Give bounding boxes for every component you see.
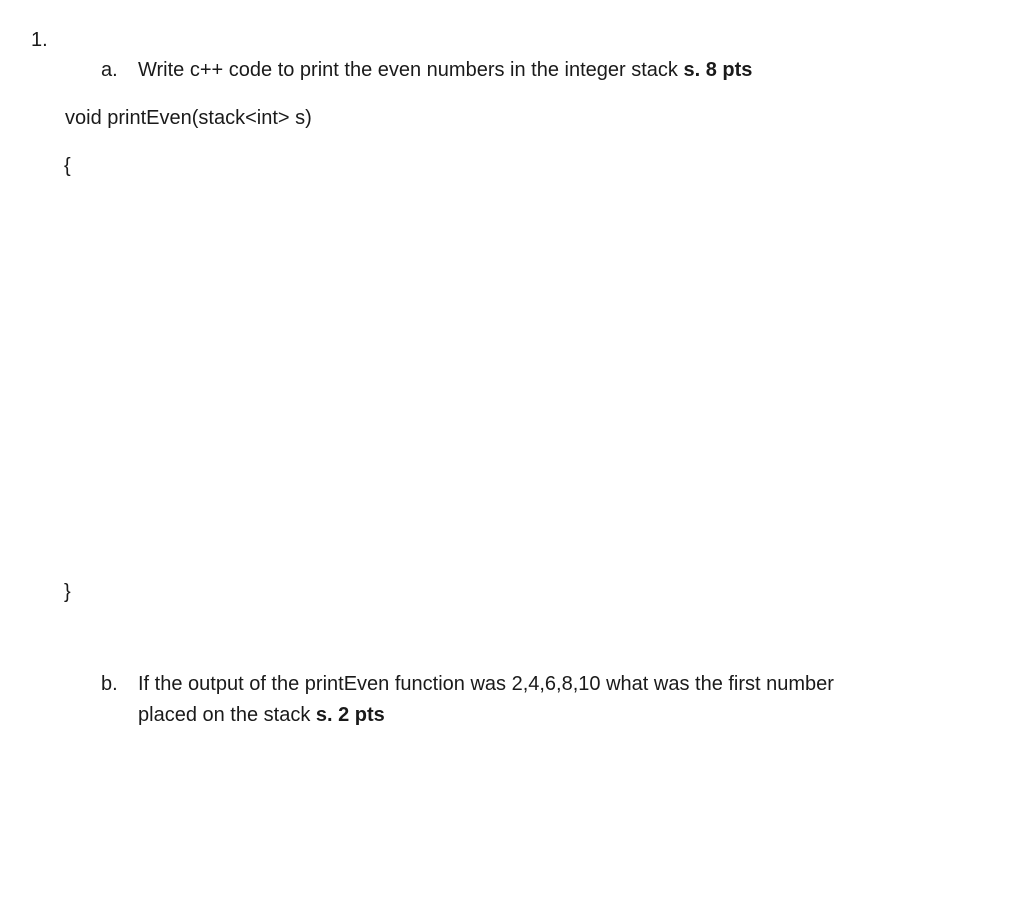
cropped-heading-fragment [415, 0, 475, 2]
part-b-prompt-line2 [138, 704, 385, 727]
part-b-points: s. 2 pts [315, 704, 385, 726]
part-a-prompt [138, 59, 752, 82]
part-b-text: placed on the stack [138, 704, 316, 726]
code-signature: void printEven(stack<int> s) [65, 107, 312, 129]
part-b-marker: b. [101, 673, 118, 695]
part-b-prompt-line1: If the output of the printEven function was 2,4,6,8,10 what was the first number [138, 673, 834, 695]
close-brace: } [64, 581, 71, 603]
question-number: 1. [31, 29, 48, 51]
part-a-points: s. 8 pts [683, 59, 753, 81]
part-a-marker: a. [101, 59, 118, 81]
part-a-text: Write c++ code to print the even numbers in the integer stack [138, 59, 684, 81]
open-brace: { [64, 155, 71, 177]
